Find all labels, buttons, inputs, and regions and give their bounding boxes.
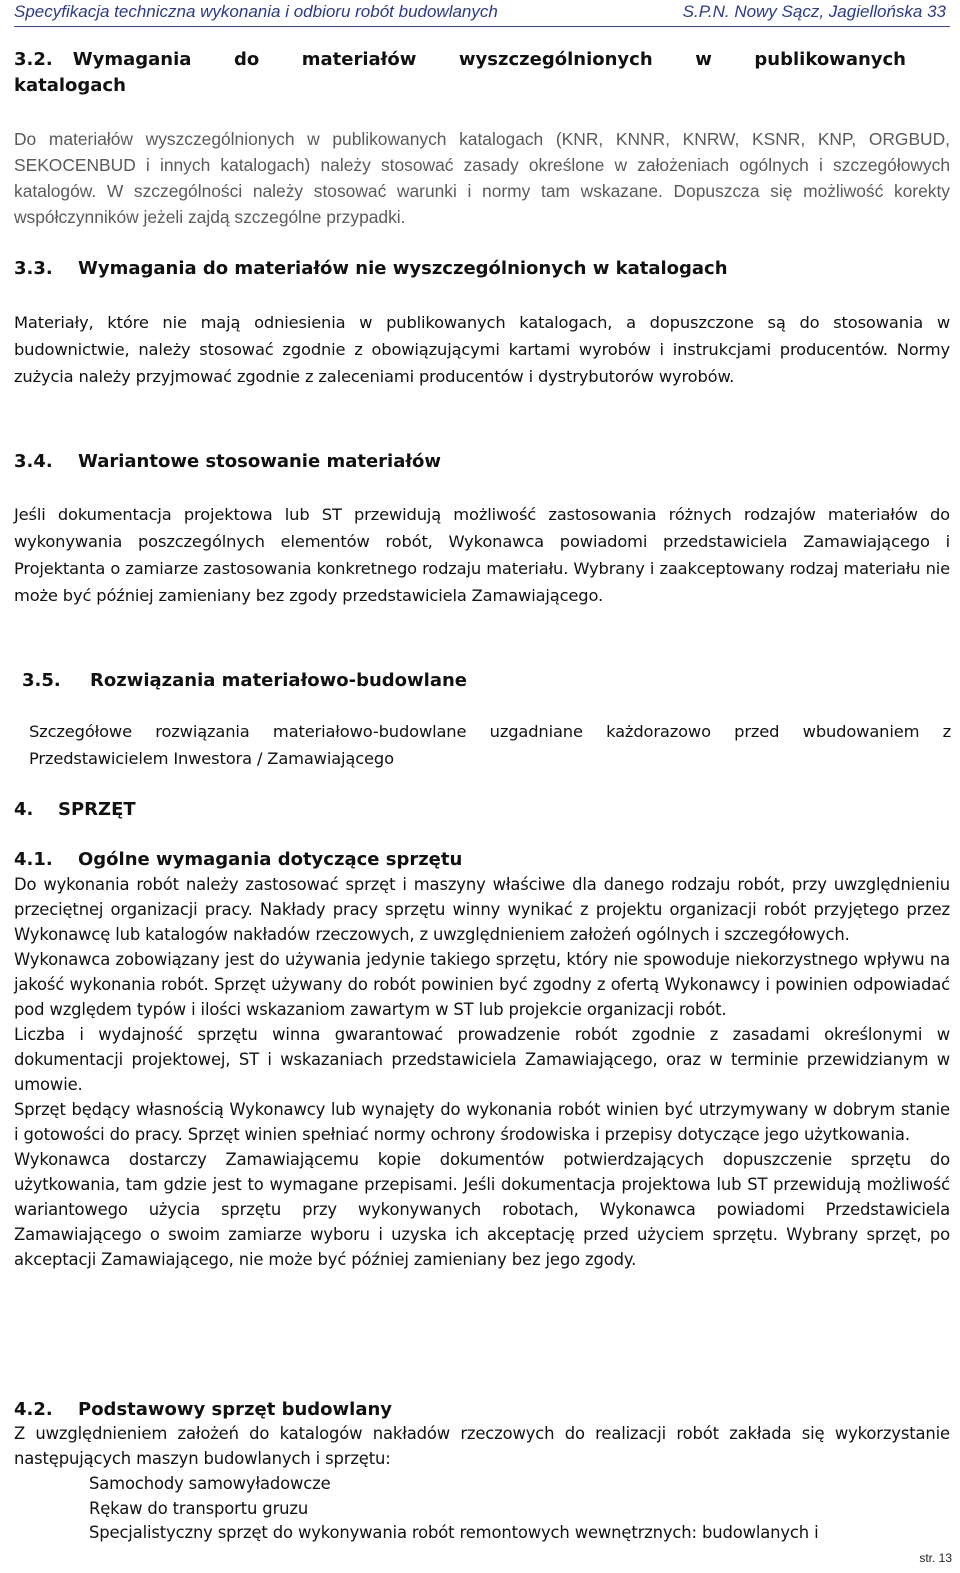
paragraph: Wykonawca zobowiązany jest do używania jedynie takiego sprzętu, który nie spowoduje niekorzystnego wpływu na jakość wykonania robót. Sprzęt używany do robót powinien być zgodny z ofertą Wykonawcy i powinien odpowiadać pod względem typów i ilości wskazaniom zawartym w ST lub projekcie organizacji robót. (14, 950, 950, 1019)
section-3-5-heading (22, 668, 467, 694)
list-item: Specjalistyczny sprzęt do wykonywania robót remontowych wewnętrznych: budowlanych i (89, 1523, 819, 1542)
section-number: 3.3. (14, 258, 53, 279)
section-title: Wariantowe stosowanie materiałów (78, 451, 442, 472)
section-3-2-heading (14, 47, 950, 99)
section-3-3-heading (14, 256, 728, 282)
section-title: Wymagania do materiałów nie wyszczególnionych w katalogach (78, 258, 728, 279)
section-title: Podstawowy sprzęt budowlany (78, 1399, 393, 1420)
list-item: Rękaw do transportu gruzu (89, 1498, 309, 1518)
section-number: 3.4. (14, 451, 53, 472)
section-number: 4.1. (14, 849, 53, 870)
paragraph: Liczba i wydajność sprzętu winna gwarantować prowadzenie robót zgodnie z zasadami określonymi w dokumentacji projektowej, ST i wskazaniach przedstawiciela Zamawiającego, oraz w terminie przewidzianym w umowie. (14, 1025, 950, 1094)
page-number: str. 13 (919, 1551, 952, 1565)
section-number: 4. (14, 799, 34, 820)
section-4-2-heading (14, 1397, 392, 1423)
section-3-4-body: Jeśli dokumentacja projektowa lub ST przewidują możliwość zastosowania różnych rodzajów materiałów do wykonywania poszczególnych elementów robót, Wykonawca powiadomi przedstawiciela Zamawiającego i Projektanta o zamiarze zastosowania konkretnego rodzaju materiału. Wybrany i zaakceptowany rodzaj materiału nie może być później zamieniany bez zgody przedstawiciela Zamawiającego. (14, 505, 950, 605)
paragraph: Wykonawca dostarczy Zamawiającemu kopie dokumentów potwierdzających dopuszczenie sprzętu do użytkowania, tam gdzie jest to wymagane przepisami. Jeśli dokumentacja projektowa lub ST przewidują możliwość wariantowego użycia sprzętu przy wykonywanych robotach, Wykonawca powiadomi Przedstawiciela Zamawiającego o swoim zamiarze wyboru i uzyska ich akceptację przed użyciem sprzętu. Wybrany sprzęt, po akceptacji Zamawiającego, nie może być później zamieniany bez jego zgody. (14, 1150, 950, 1269)
section-3-4-heading (14, 449, 441, 475)
header-title: Specyfikacja techniczna wykonania i odbioru robót budowlanych (14, 2, 498, 21)
paragraph: Sprzęt będący własnością Wykonawcy lub wynajęty do wykonania robót winien być utrzymywany w dobrym stanie i gotowości do pracy. Sprzęt winien spełniać normy ochrony środowiska i przepisy dotyczące jego użytkowania. (14, 1100, 950, 1144)
section-title-line: katalogach (14, 75, 126, 96)
section-number: 3.5. (22, 670, 61, 691)
section-4-1-heading (14, 847, 462, 873)
section-title: Ogólne wymagania dotyczące sprzętu (78, 849, 463, 870)
section-number: 4.2. (14, 1399, 53, 1420)
section-4-2-intro: Z uwzględnieniem założeń do katalogów nakładów rzeczowych do realizacji robót zakłada się wykorzystanie następujących maszyn budowlanych i sprzętu: (14, 1424, 950, 1468)
running-header (14, 0, 950, 27)
equipment-list (89, 1472, 819, 1546)
section-title: SPRZĘT (58, 799, 136, 820)
list-item: Samochody samowyładowcze (89, 1474, 331, 1493)
paragraph: Do wykonania robót należy zastosować sprzęt i maszyny właściwe dla danego rodzaju robót, przy uwzględnieniu przeciętnej organizacji pracy. Nakłady pracy sprzętu winny wynikać z projektu organizacji robót przyjętego przez Wykonawcę lub katalogów nakładów rzeczowych, z uwzględnieniem założeń ogólnych i szczegółowych. (14, 875, 950, 944)
section-3-2-body: Do materiałów wyszczególnionych w publikowanych katalogach (KNR, KNNR, KNRW, KSNR, KNP, ORGBUD, SEKOCENBUD i innych katalogach) należy stosować zasady określone w założeniach ogólnych i szczegółowych katalogów. W szczególności należy stosować warunki i normy tam wskazane. Dopuszcza się możliwość korekty współczynników jeżeli zajdą szczególne przypadki. (14, 129, 950, 227)
header-location: S.P.N. Nowy Sącz, Jagiellońska 33 (682, 2, 946, 21)
section-3-5-body: Szczegółowe rozwiązania materiałowo-budowlane uzgadniane każdorazowo przed wbudowaniem z Przedstawicielem Inwestora / Zamawiającego (29, 722, 951, 768)
section-title-line: Wymagania do materiałów wyszczególnionych w publikowanych (72, 49, 906, 70)
section-number: 3.2. (14, 49, 53, 70)
section-title: Rozwiązania materiałowo-budowlane (90, 670, 468, 691)
chapter-4-heading (14, 797, 136, 823)
section-3-3-body: Materiały, które nie mają odniesienia w publikowanych katalogach, a dopuszczone są do stosowania w budownictwie, należy stosować zgodnie z obowiązującymi kartami wyrobów i instrukcjami producentów. Normy zużycia należy przyjmować zgodnie z zaleceniami producentów i dystrybutorów wyrobów. (14, 313, 950, 386)
section-4-1-body (14, 872, 950, 1272)
